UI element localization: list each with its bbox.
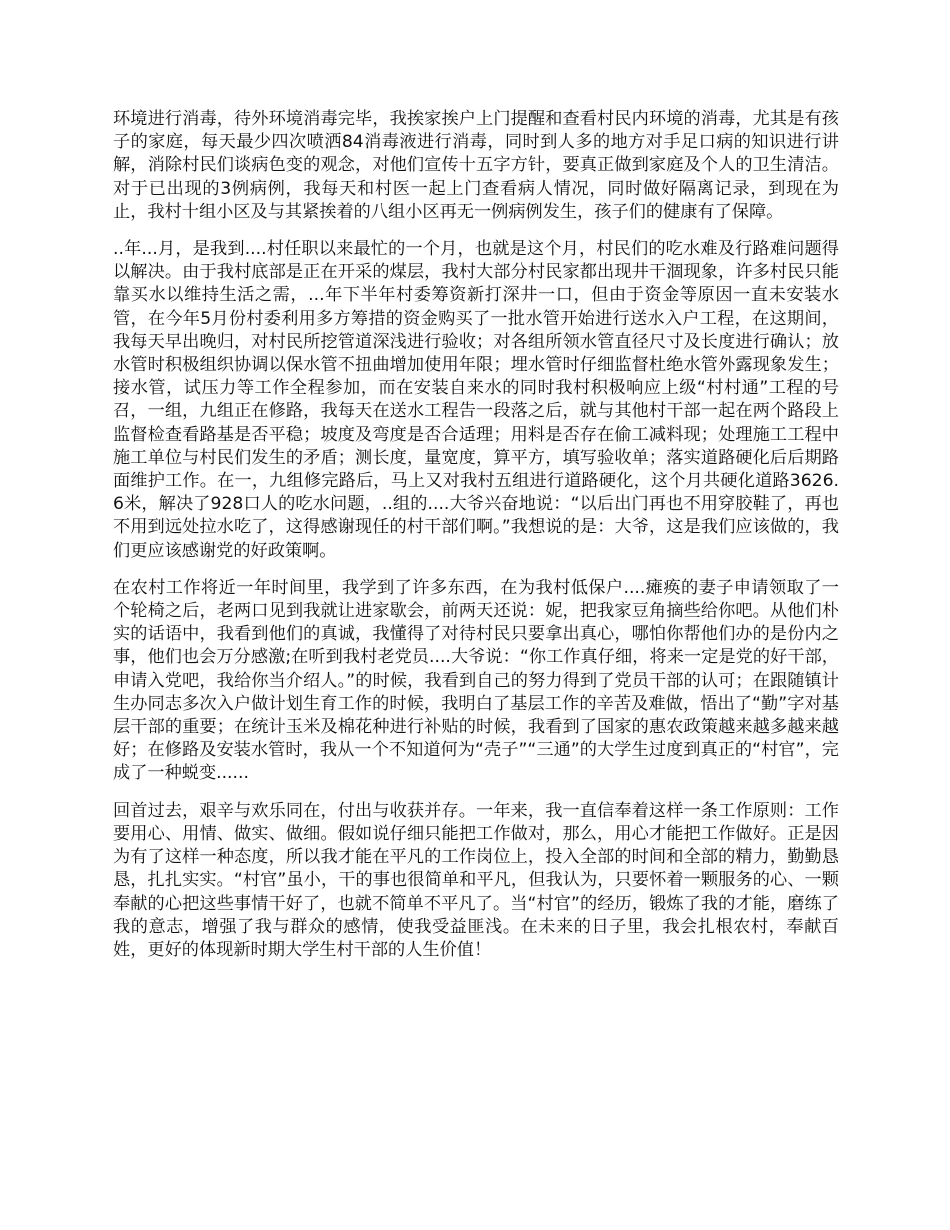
paragraph-water-and-roads: ..年...月，是我到....村任职以来最忙的一个月，也就是这个月，村民们的吃水难及行路难问题得以解决。由于我村底部是正在开采的煤层，我村大部分村民家都出现井干涸现象，许多村民只能靠买水以维持生活之需，...年下半年村委筹资新打深井一口，但由于资金等原因一直未安装水管，在今年5月份村委利用多方筹措的资金购买了一批水管开始进行送水入户工程，在这期间，我每天早出晚归，对村民所挖管道深浅进行验收；对各组所领水管直径尺寸及长度进行确认；放水管时积极组织协调以保水管不扭曲增加使用年限；埋水管时仔细监督杜绝水管外露现象发生；接水管，试压力等工作全程参加，而在安装自来水的同时我村积极响应上级“村村通”工程的号召，一组，九组正在修路，我每天在送水工程告一段落之后，就与其他村干部一起在两个路段上监督检查看路基是否平稳；坡度及弯度是否合适理；用料是否存在偷工减料现；处理施工工程中施工单位与村民们发生的矛盾；测长度，量宽度，算平方，填写验收单；落实道路硬化后后期路面维护工作。在一，九组修完路后，马上又对我村五组进行道路硬化，这个月共硬化道路3626.6米，解决了928口人的吃水问题，..组的....大爷兴奋地说：“以后出门再也不用穿胶鞋了，再也不用到远处拉水吃了，这得感谢现任的村干部们啊。”我想说的是：大爷，这是我们应该做的，我们更应该感谢党的好政策啊。: [113, 239, 839, 561]
document-body: [113, 108, 839, 976]
paragraph-lessons-learned: 在农村工作将近一年时间里，我学到了许多东西，在为我村低保户....瘫痪的妻子申请领取了一个轮椅之后，老两口见到我就让进家歇会，前两天还说：妮，把我家豆角摘些给你吧。从他们朴实的话语中，我看到他们的真诚，我懂得了对待村民只要拿出真心，哪怕你帮他们办的是份内之事，他们也会万分感激;在听到我村老党员....大爷说：“你工作真仔细，将来一定是党的好干部，申请入党吧，我给你当介绍人。”的时候，我看到自己的努力得到了党员干部的认可；在跟随镇计生办同志多次入户做计划生育工作的时候，我明白了基层工作的辛苦及难做，悟出了“勤”字对基层干部的重要；在统计玉米及棉花种进行补贴的时候，我看到了国家的惠农政策越来越多越来越好；在修路及安装水管时，我从一个不知道何为“壳子”“三通”的大学生过度到真正的“村官”，完成了一种蜕变......: [113, 577, 839, 784]
paragraph-epidemic-prevention: 环境进行消毒，待外环境消毒完毕，我挨家挨户上门提醒和查看村民内环境的消毒，尤其是有孩子的家庭，每天最少四次喷洒84消毒液进行消毒，同时到人多的地方对手足口病的知识进行讲解，消除村民们谈病色变的观念，对他们宣传十五字方针，要真正做到家庭及个人的卫生清洁。对于已出现的3例病例，我每天和村医一起上门查看病人情况，同时做好隔离记录，到现在为止，我村十组小区及与其紧挨着的八组小区再无一例病例发生，孩子们的健康有了保障。: [113, 109, 839, 222]
paragraph-reflection: 回首过去，艰辛与欢乐同在，付出与收获并存。一年来，我一直信奉着这样一条工作原则：工作要用心、用情、做实、做细。假如说仔细只能把工作做对，那么，用心才能把工作做好。正是因为有了这样一种态度，所以我才能在平凡的工作岗位上，投入全部的时间和全部的精力，勤勤恳恳，扎扎实实。“村官”虽小，干的事也很简单和平凡，但我认为，只要怀着一颗服务的心、一颗奉献的心把这些事情干好了，也就不简单不平凡了。当“村官”的经历，锻炼了我的才能，磨练了我的意志，增强了我与群众的感情，使我受益匪浅。在未来的日子里，我会扎根农村，奉献百姓，更好的体现新时期大学生村干部的人生价值！: [113, 800, 839, 960]
